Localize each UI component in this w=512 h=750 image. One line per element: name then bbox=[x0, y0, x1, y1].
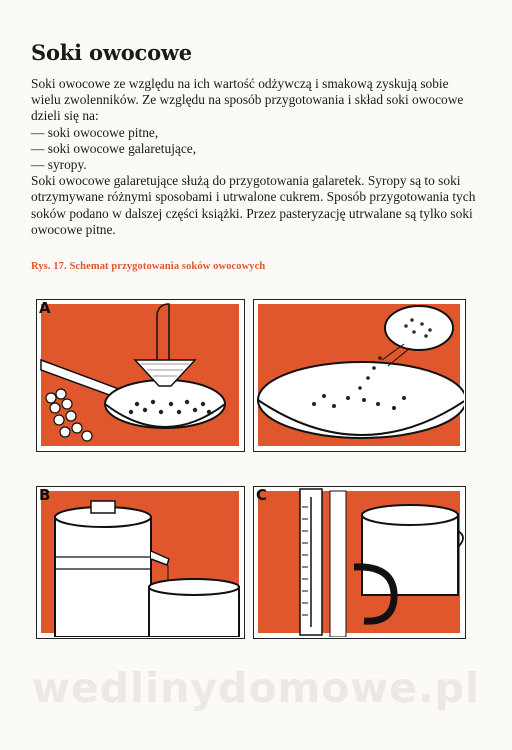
list-item: — syropy. bbox=[31, 157, 87, 173]
sieve-bowl-illustration bbox=[254, 300, 464, 450]
panel-a-label: A bbox=[39, 299, 51, 317]
page-title: Soki owocowe bbox=[31, 40, 192, 65]
figure-caption: Rys. 17. Schemat przygotowania soków owocowych bbox=[31, 261, 266, 272]
second-paragraph: Soki owocowe galaretujące służą do przygotowania galaretek. Syropy są to soki otrzymywane różnymi sposobami i utrwalone cukrem. Sposób przygotowania tych soków podano w dalszej części książki. Przez pasteryzację utrwalane są tylko soki owocowe pitne. bbox=[31, 173, 476, 237]
body-text bbox=[31, 76, 476, 238]
list-item: — soki owocowe galaretujące, bbox=[31, 140, 197, 156]
juice-types-list bbox=[31, 125, 476, 174]
ladle-funnel-illustration bbox=[37, 300, 243, 450]
panel-b-illustration bbox=[36, 486, 245, 639]
watermark: wedlinydomowe.pl bbox=[31, 664, 481, 712]
panel-c-label: C bbox=[256, 486, 268, 504]
panel-a-illustration bbox=[36, 299, 245, 452]
panel-c-illustration bbox=[253, 486, 466, 639]
panel-sieve-illustration bbox=[253, 299, 466, 452]
list-item: — soki owocowe pitne, bbox=[31, 124, 159, 140]
pasteurization-illustration bbox=[254, 487, 464, 637]
panel-b-label: B bbox=[39, 486, 51, 504]
juicer-illustration bbox=[37, 487, 243, 637]
intro-paragraph: Soki owocowe ze względu na ich wartość odżywczą i smakową zyskują sobie wielu zwolenników. Ze względu na sposób przygotowania i skład soki owocowe dzieli się na: bbox=[31, 76, 464, 124]
